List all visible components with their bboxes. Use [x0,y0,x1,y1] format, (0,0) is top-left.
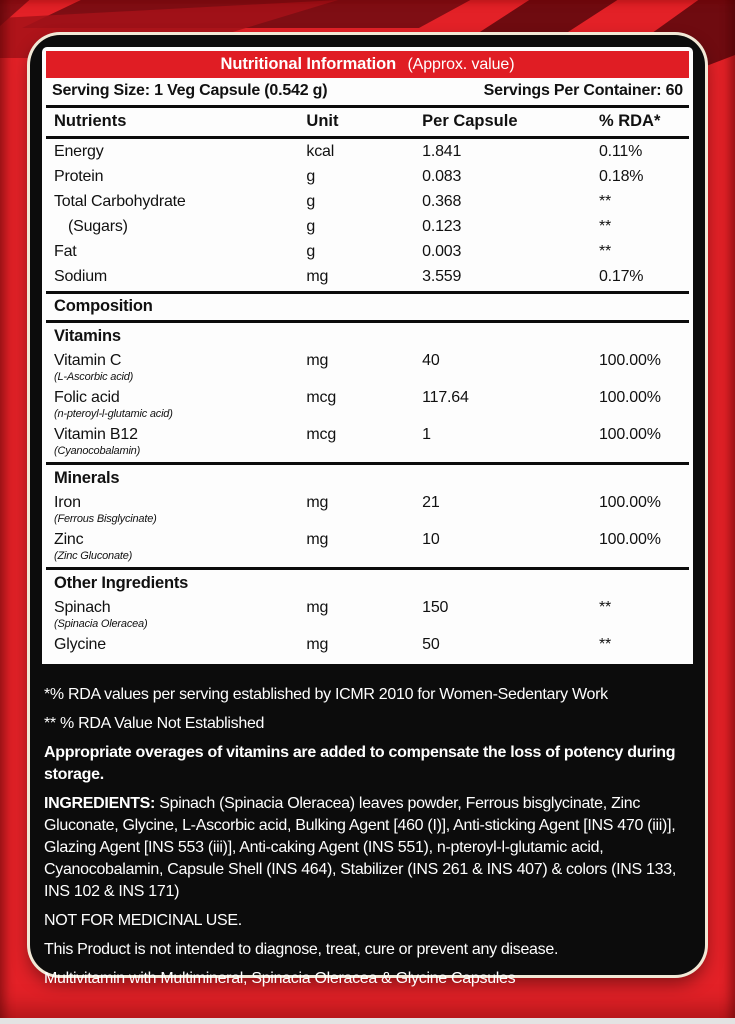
column-rda: % RDA* [598,112,661,130]
nutrient-rda: ** [598,192,612,210]
nutrient-name [46,530,306,562]
nutrient-name [46,425,306,457]
composition-heading: Composition [46,291,689,323]
table-header-row [46,108,689,139]
nutrient-name-text: Vitamin B12 [54,425,138,443]
nutrient-unit: mg [306,267,329,285]
product-name: Multivitamin with Multimineral, Spinacia Oleracea & Glycine Capsules [44,970,516,987]
nutrient-name: Energy [54,142,104,160]
nutrition-table-area [42,47,693,664]
nutrient-value: 0.003 [422,242,462,260]
nutrient-name-text: Vitamin C [54,351,122,369]
table-row [46,139,689,164]
table-row [46,189,689,214]
nutrient-value: 1 [422,425,431,443]
nutrient-name-text: Spinach [54,598,111,616]
nutrient-unit: mcg [306,388,337,406]
nutrient-chemical-name: (Cyanocobalamin) [54,444,141,457]
nutrient-value: 50 [422,635,440,653]
nutrient-name-text: Folic acid [54,388,120,406]
ingredients-text: Spinach (Spinacia Oleracea) leaves powder, Ferrous bisglycinate, Zinc Gluconate, Glycine, L-Ascorbic acid, Bulking Agent [460 (I)], Anti-sticking Agent [INS 470 (iii)], Glazing Agent [INS 553 (iii)], Anti-caking Agent (INS 551), n-pteroyl-l-glutamic acid, Cyanocobalamin, Capsule Shell (INS 464), Stabilizer (INS 261 & INS 407) & colors (INS 133, INS 102 & INS 171) [44,795,676,900]
nutrient-rda: ** [598,242,612,260]
nutrient-name: Total Carbohydrate [54,192,186,210]
nutrient-unit: g [306,167,316,185]
footnotes [30,664,705,990]
table-row [46,239,689,264]
nutrient-value: 21 [422,493,440,511]
servings-per-container: Servings Per Container: 60 [483,82,683,99]
nutrient-rda: ** [598,598,612,616]
table-row [46,632,689,657]
nutrient-name: Protein [54,167,104,185]
nutrient-chemical-name: (n-pteroyl-l-glutamic acid) [54,407,173,420]
nutrient-name: Sodium [54,267,108,285]
ingredients-paragraph [44,793,689,903]
nutrient-name [46,493,306,525]
nutrient-unit: mg [306,493,329,511]
table-row [46,422,689,459]
nutrient-rda: 0.11% [598,142,643,160]
table-row [46,385,689,422]
nutrient-name [46,598,306,630]
nutrient-value: 0.123 [422,217,462,235]
nutrient-value: 0.368 [422,192,462,210]
nutrient-unit: g [306,192,316,210]
nutrient-name: (Sugars) [68,217,128,235]
nutrient-name [46,351,306,383]
nutrient-name-text: Iron [54,493,81,511]
column-per-capsule: Per Capsule [422,112,518,130]
nutrient-rda: 100.00% [598,425,661,443]
medicinal-use-note: NOT FOR MEDICINAL USE. [44,912,242,929]
nutrient-name [46,388,306,420]
table-row [46,527,689,564]
nutrient-unit: mg [306,351,329,369]
rda-note: *% RDA values per serving established by ICMR 2010 for Women-Sedentary Work [44,686,608,703]
column-nutrients: Nutrients [54,112,127,130]
nutrient-unit: kcal [306,142,335,160]
table-row [46,490,689,527]
nutrient-rda: ** [598,635,612,653]
nutrient-value: 117.64 [422,388,469,406]
rda-not-established-note: ** % RDA Value Not Established [44,715,265,732]
ingredients-label: INGREDIENTS: [44,795,156,812]
nutrient-value: 3.559 [422,267,462,285]
table-row [46,348,689,385]
table-row [46,264,689,289]
group-heading-vitamins: Vitamins [54,327,121,345]
nutrient-unit: mg [306,598,329,616]
nutrient-unit: mg [306,530,329,548]
nutrient-unit: mg [306,635,329,653]
nutrient-name: Glycine [54,635,106,653]
serving-size: Serving Size: 1 Veg Capsule (0.542 g) [52,82,328,99]
nutrient-chemical-name: (Zinc Gluconate) [54,549,133,562]
nutrient-unit: mcg [306,425,337,443]
column-unit: Unit [306,112,339,130]
serving-info-row [46,78,689,108]
nutrient-rda: ** [598,217,612,235]
title-bar [46,51,689,78]
nutrient-unit: g [306,242,316,260]
nutrient-name-text: Zinc [54,530,84,548]
nutrient-value: 40 [422,351,440,369]
photo-bottom-edge [0,1018,735,1024]
nutrient-rda: 100.00% [598,351,661,369]
nutrient-value: 150 [422,598,449,616]
nutrient-rda: 0.18% [598,167,644,185]
nutrient-rda: 100.00% [598,388,661,406]
nutrient-chemical-name: (L-Ascorbic acid) [54,370,134,383]
nutrient-rda: 100.00% [598,493,661,511]
group-heading-other-ingredients: Other Ingredients [46,567,689,595]
panel-title-note: (Approx. value) [407,56,515,73]
nutrient-value: 1.841 [422,142,462,160]
overages-note: Appropriate overages of vitamins are added to compensate the loss of potency during storage. [44,744,676,783]
nutrient-rda: 100.00% [598,530,661,548]
table-row [46,164,689,189]
table-row [46,214,689,239]
nutrient-name: Fat [54,242,77,260]
nutrition-label-panel [30,35,705,987]
nutrient-value: 10 [422,530,440,548]
nutrient-chemical-name: (Ferrous Bisglycinate) [54,512,157,525]
table-row [46,595,689,632]
nutrient-rda: 0.17% [598,267,644,285]
nutrient-unit: g [306,217,316,235]
disclaimer-note: This Product is not intended to diagnose, treat, cure or prevent any disease. [44,941,559,958]
panel-title: Nutritional Information [220,55,397,73]
nutrient-value: 0.083 [422,167,462,185]
nutrient-chemical-name: (Spinacia Oleracea) [54,617,148,630]
group-heading-minerals: Minerals [46,462,689,490]
